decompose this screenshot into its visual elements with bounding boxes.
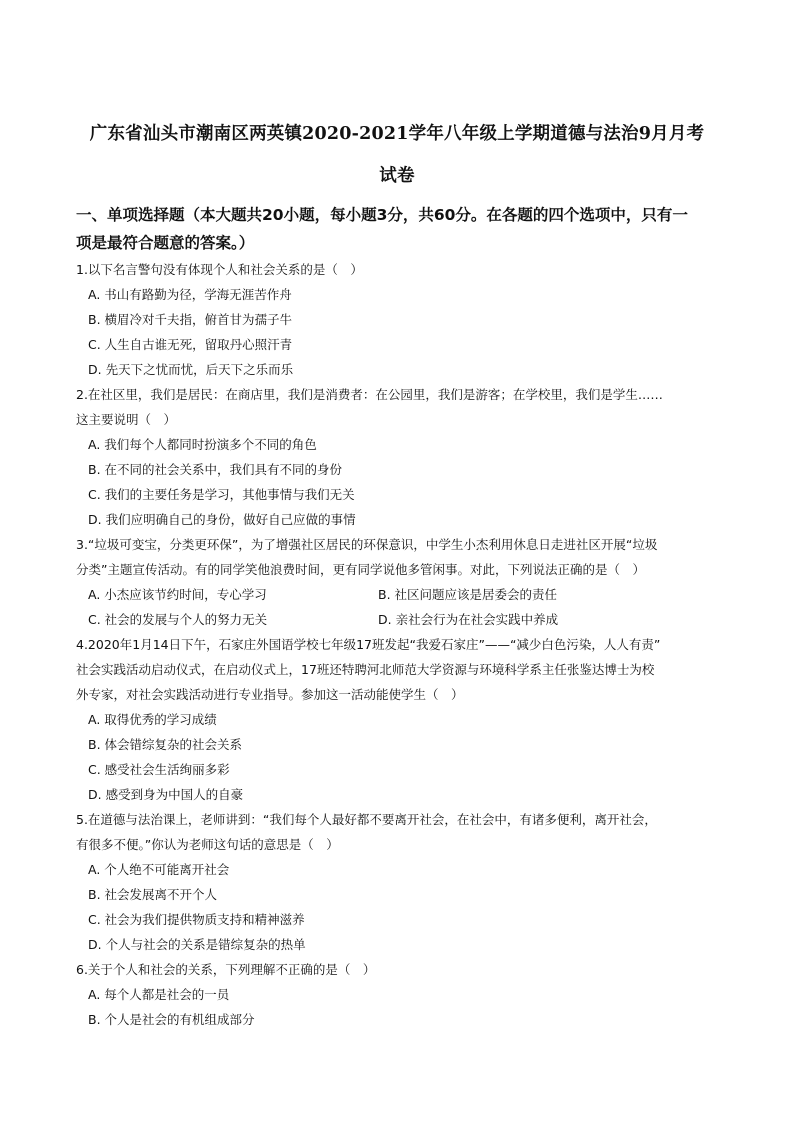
question-3-stem-line1: 3.“垃圾可变宝，分类更环保”，为了增强社区居民的环保意识，中学生小杰利用休息日走进社区开展“垃圾 [76,537,658,552]
question-1-option-b: B. 横眉冷对千夫指，俯首甘为孺子牛 [88,312,293,327]
question-4-option-b: B. 体会错综复杂的社会关系 [88,737,243,752]
question-2-option-a: A. 我们每个人都同时扮演多个不同的角色 [88,437,317,452]
question-5-stem-line2: 有很多不便。”你认为老师这句话的意思是（ ） [76,837,339,852]
question-3-option-a: A. 小杰应该节约时间，专心学习 [88,587,267,602]
question-4-option-a: A. 取得优秀的学习成绩 [88,712,217,727]
question-5-stem-line1: 5.在道德与法治课上，老师讲到：“我们每个人最好都不要离开社会，在社会中，有诸多便利，离开社会， [76,812,657,827]
question-4-option-d: D. 感受到身为中国人的自豪 [88,787,244,802]
question-5-option-d: D. 个人与社会的关系是错综复杂的热单 [88,937,306,952]
section-heading-line2: 项是最符合题意的答案。） [76,234,255,252]
question-3-stem-line2: 分类”主题宣传活动。有的同学笑他浪费时间，更有同学说他多管闲事。对此，下列说法正确的是（ ） [76,562,645,577]
question-5-option-c: C. 社会为我们提供物质支持和精神滋养 [88,912,305,927]
question-6-option-b: B. 个人是社会的有机组成部分 [88,1012,255,1027]
exam-title-line1: 广东省汕头市潮南区两英镇2020-2021学年八年级上学期道德与法治9月月考 [89,124,705,144]
question-4-stem-line1: 4.2020年1月14日下午，石家庄外国语学校七年级17班发起“我爱石家庄”——“减少白色污染，人人有责” [76,637,661,652]
question-2-option-c: C. 我们的主要任务是学习，其他事情与我们无关 [88,487,355,502]
question-3-option-b: B. 社区问题应该是居委会的责任 [378,587,558,602]
question-5-option-a: A. 个人绝不可能离开社会 [88,862,230,877]
question-6-option-a: A. 每个人都是社会的一员 [88,987,230,1002]
question-4-option-c: C. 感受社会生活绚丽多彩 [88,762,230,777]
exam-title-line2: 试卷 [379,166,415,186]
section-heading-line1: 一、单项选择题（本大题共20小题，每小题3分，共60分。在各题的四个选项中，只有一 [76,206,688,224]
question-3-option-c: C. 社会的发展与个人的努力无关 [88,612,268,627]
section-heading [76,201,726,257]
question-4-stem-line2: 社会实践活动启动仪式，在启动仪式上，17班还特聘河北师范大学资源与环境科学系主任张鉴达博士为校 [76,662,655,677]
question-6-stem: 6.关于个人和社会的关系，下列理解不正确的是（ ） [76,962,376,977]
question-1-option-a: A. 书山有路勤为径，学海无涯苦作舟 [88,287,292,302]
question-5-option-b: B. 社会发展离不开个人 [88,887,218,902]
question-1-option-c: C. 人生自古谁无死，留取丹心照汗青 [88,337,293,352]
question-2-stem-line1: 2.在社区里，我们是居民：在商店里，我们是消费者：在公园里，我们是游客；在学校里，我们是学生…… [76,387,663,402]
question-1-stem: 1.以下名言警句没有体现个人和社会关系的是（ ） [76,262,363,277]
question-4-stem-line3: 外专家，对社会实践活动进行专业指导。参加这一活动能使学生（ ） [76,687,464,702]
question-2-option-d: D. 我们应明确自己的身份，做好自己应做的事情 [88,512,356,527]
question-3-option-d: D. 亲社会行为在社会实践中养成 [378,612,559,627]
question-1-option-d: D. 先天下之忧而忧，后天下之乐而乐 [88,362,294,377]
question-2-option-b: B. 在不同的社会关系中，我们具有不同的身份 [88,462,343,477]
question-2-stem-line2: 这主要说明（ ） [76,412,177,427]
